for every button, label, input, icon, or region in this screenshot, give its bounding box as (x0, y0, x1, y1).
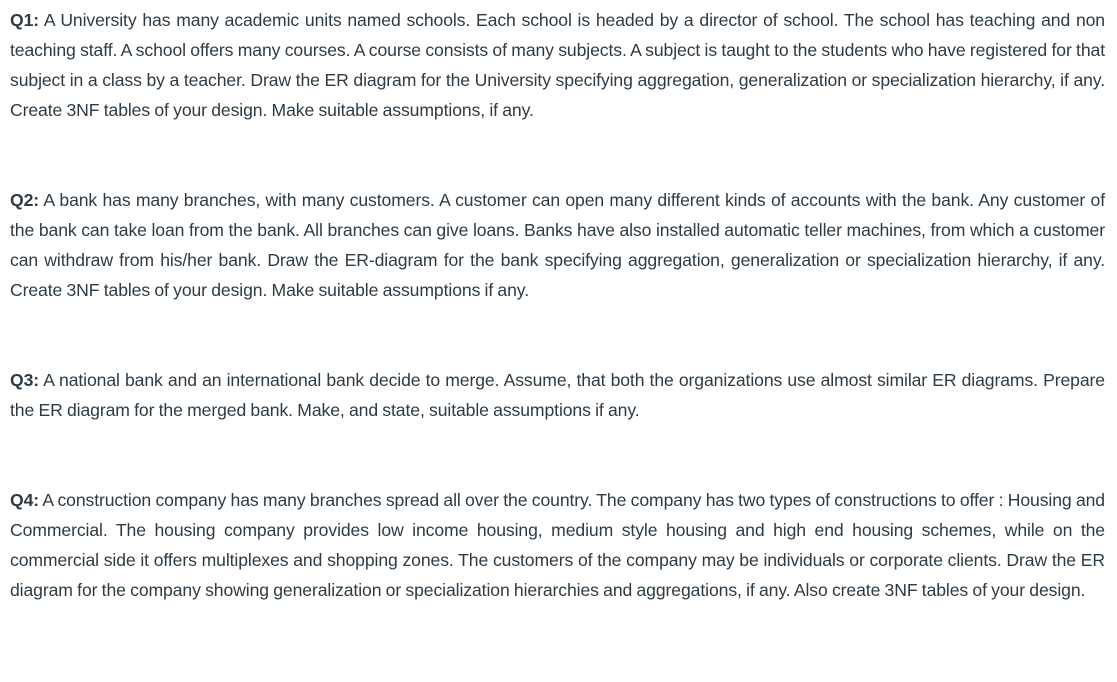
question-1-text: A University has many academic units named schools. Each school is headed by a director of school. The school has teaching and non teaching staff. A school offers many courses. A course consists of many subjects. A subject is taught to the students who have registered for that subject in a class by a teacher. Draw the ER diagram for the University specifying aggregation, generalization or specialization hierarchy, if any. Create 3NF tables of your design. Make suitable assumptions, if any. (10, 10, 1105, 120)
question-3-text: A national bank and an international bank decide to merge. Assume, that both the organizations use almost similar ER diagrams. Prepare the ER diagram for the merged bank. Make, and state, suitable assumptions if any. (10, 370, 1105, 420)
question-1 (10, 5, 1105, 125)
question-2-text: A bank has many branches, with many customers. A customer can open many different kinds of accounts with the bank. Any customer of the bank can take loan from the bank. All branches can give loans. Banks have also installed automatic teller machines, from which a customer can withdraw from his/her bank. Draw the ER-diagram for the bank specifying aggregation, generalization or specialization hierarchy, if any. Create 3NF tables of your design. Make suitable assumptions if any. (10, 190, 1105, 300)
question-3 (10, 365, 1105, 425)
question-4 (10, 485, 1105, 605)
question-2-number: Q2: (10, 190, 40, 210)
question-2 (10, 185, 1105, 305)
question-3-number: Q3: (10, 370, 40, 390)
question-1-number: Q1: (10, 10, 40, 30)
question-4-text: A construction company has many branches spread all over the country. The company has two types of constructions to offer : Housing and Commercial. The housing company provides low income housing, medium style housing and high end housing schemes, while on the commercial side it offers multiplexes and shopping zones. The customers of the company may be individuals or corporate clients. Draw the ER diagram for the company showing generalization or specialization hierarchies and aggregations, if any. Also create 3NF tables of your design. (10, 490, 1105, 600)
question-4-number: Q4: (10, 490, 40, 510)
